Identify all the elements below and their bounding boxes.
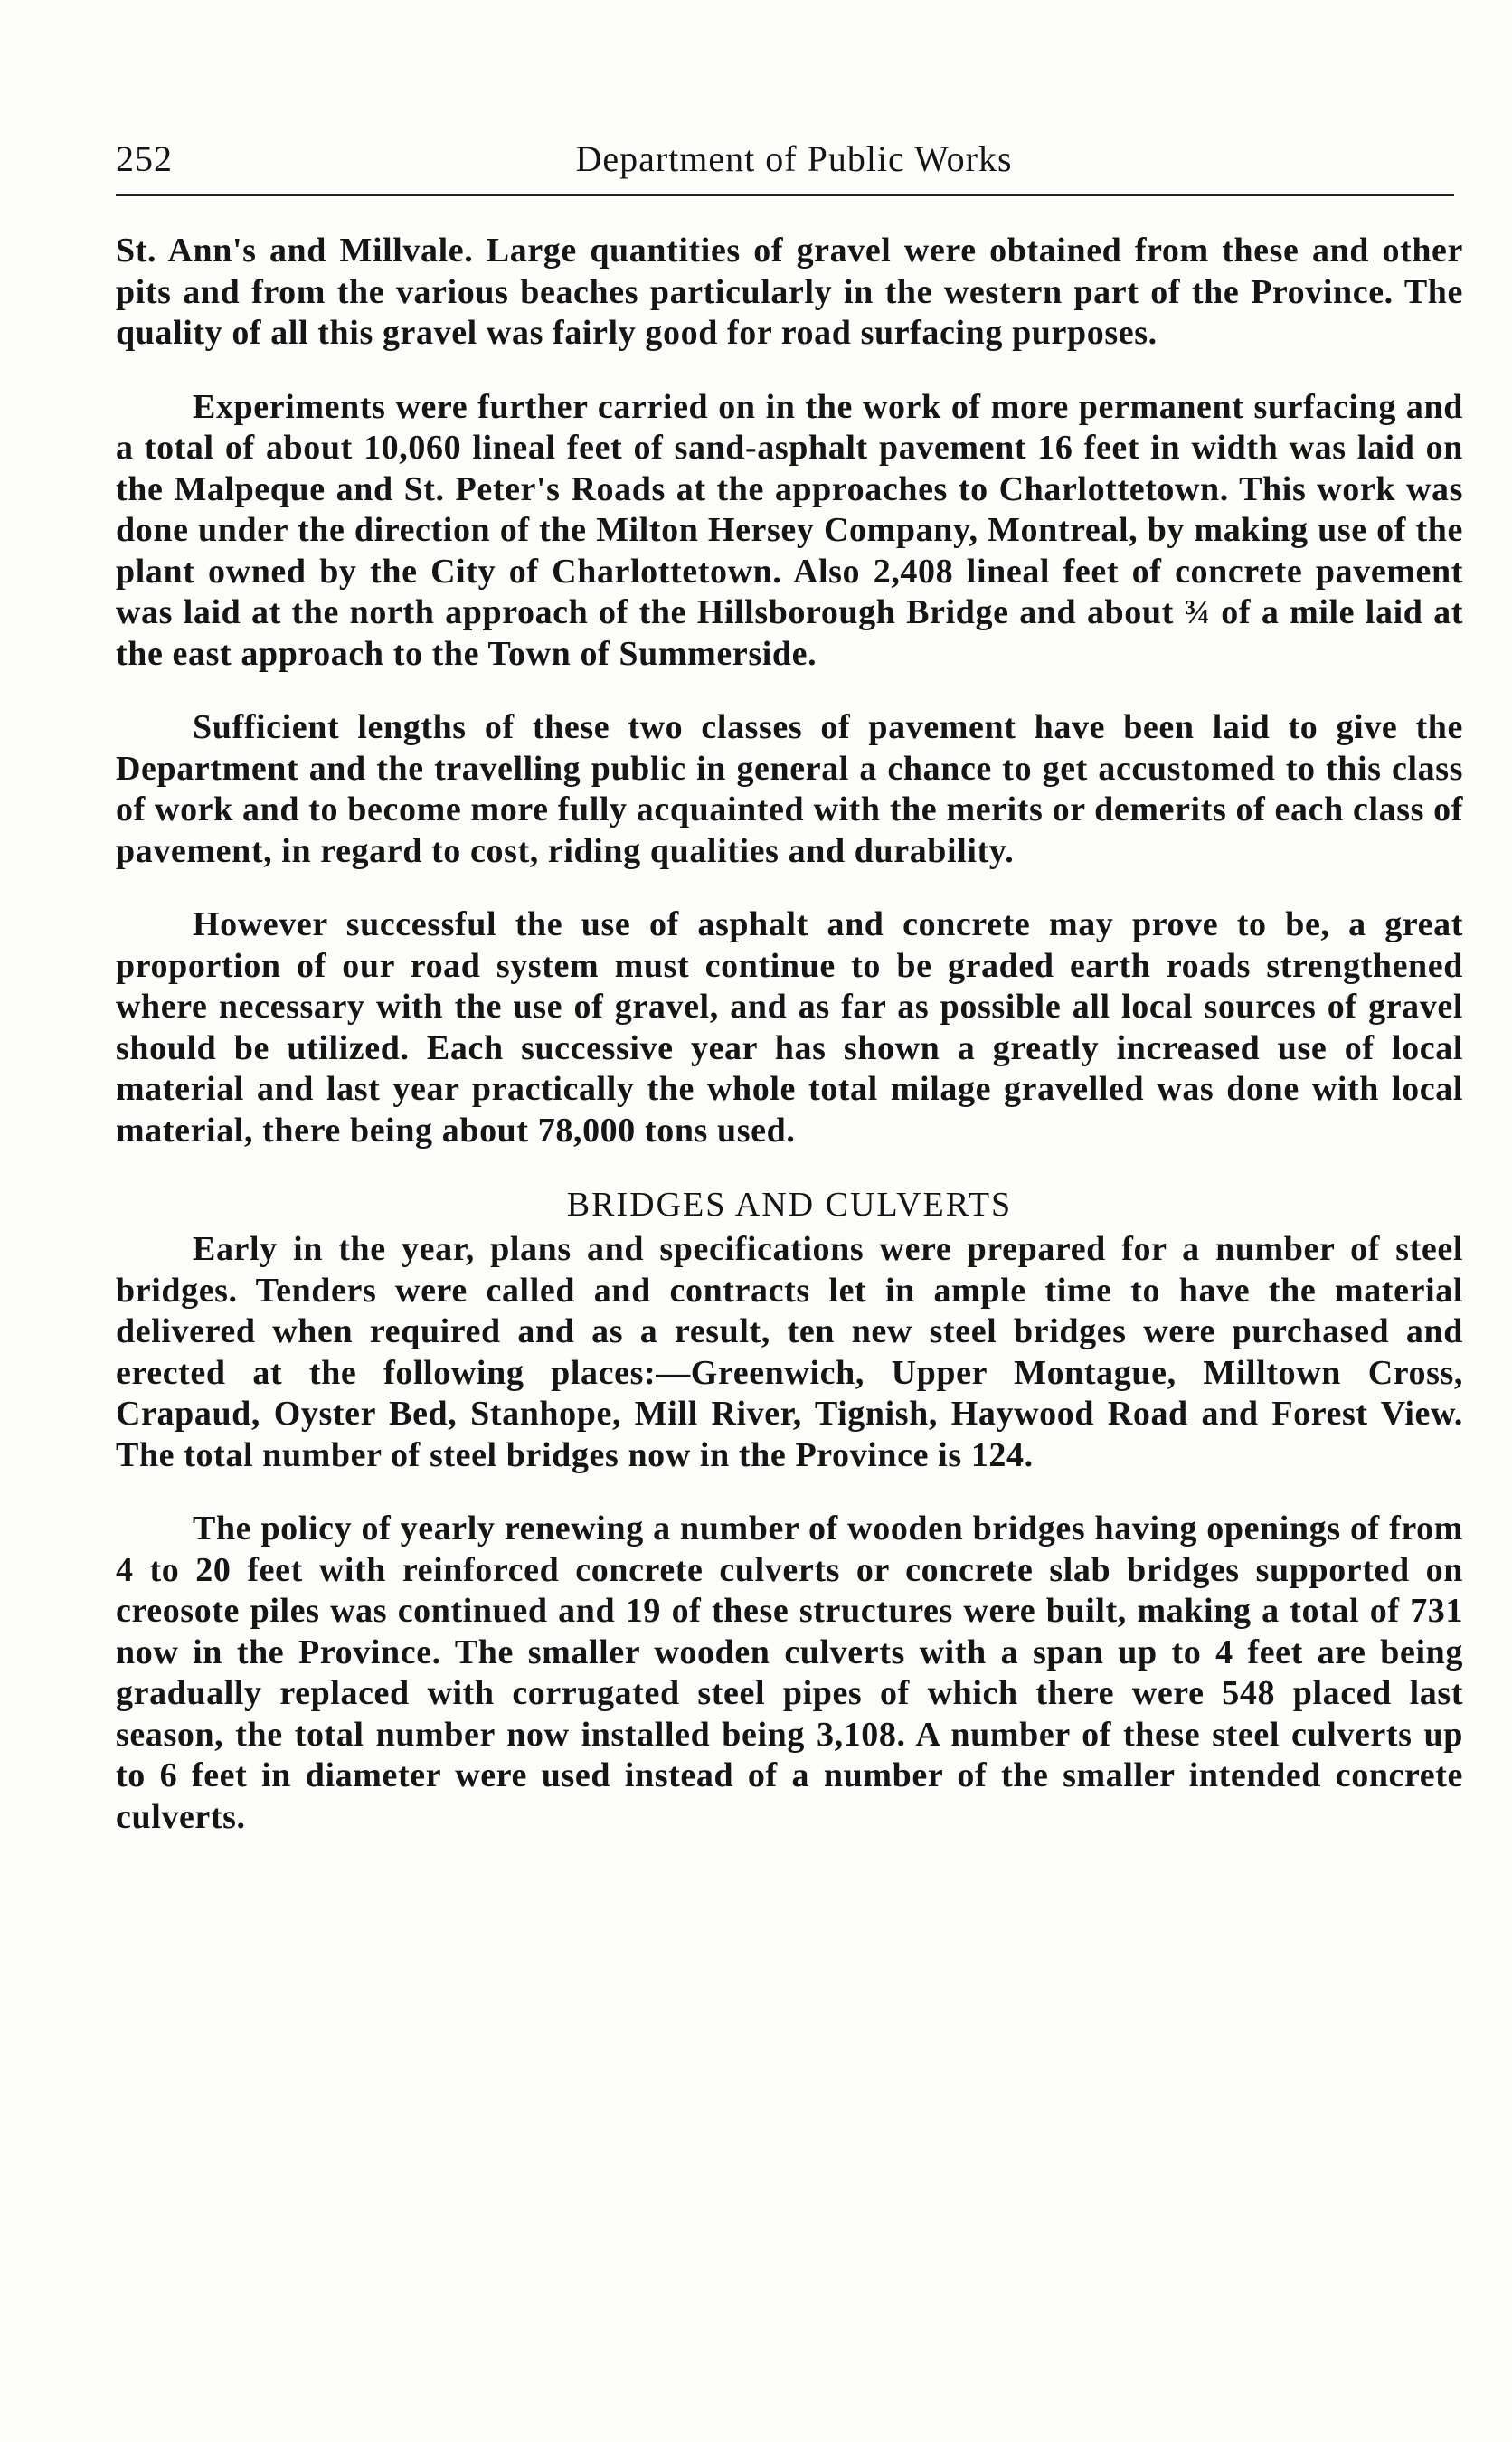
header-rule [116, 194, 1454, 196]
running-title: Department of Public Works [575, 138, 1013, 179]
paragraph: St. Ann's and Millvale. Large quantities of gravel were obtained from these and other pits and from the various beaches particularly in the western part of the Province. The quality of all this gravel was fairly good for road surfacing purposes. [116, 232, 1463, 352]
paragraph: Experiments were further carried on in the work of more permanent surfacing and a total of about 10,060 lineal feet of sand-asphalt pavement 16 feet in width was laid on the Malpeque and St. Peter's Roads at the approaches to Charlottetown. This work was done under the direction of the Milton Hersey Company, Montreal, by making use of the plant owned by the City of Charlottetown. Also 2,408 lineal feet of concrete pavement was laid at the north approach of the Hillsborough Bridge and about ¾ of a mile laid at the east approach to the Town of Summerside. [116, 387, 1463, 673]
paragraph: The policy of yearly renewing a number of wooden bridges having openings of from 4 to 20 feet with reinforced concrete culverts or concrete slab bridges supported on creosote piles was continued and 19 of these structures were built, making a total of 731 now in the Province. The smaller wooden culverts with a span up to 4 feet are being gradually replaced with corrugated steel pipes of which there were 548 placed last season, the total number now installed being 3,108. A number of these steel culverts up to 6 feet in diameter were used instead of a number of the smaller intended concrete culverts. [116, 1510, 1463, 1836]
section-heading: BRIDGES AND CULVERTS [566, 1186, 1013, 1224]
page-header [116, 137, 1454, 192]
paragraph: Sufficient lengths of these two classes of pavement have been laid to give the Department and the travelling public in general a chance to get accustomed to this class of work and to become more fully acquainted with the merits or demerits of each class of pavement, in regard to cost, riding qualities and durability. [116, 708, 1463, 870]
page-number: 252 [116, 138, 173, 179]
body-text [116, 231, 1463, 1870]
paragraph: However successful the use of asphalt and concrete may prove to be, a great proportion of our road system must continue to be graded earth roads strengthened where necessary with the use of gravel, and as far as possible all local sources of gravel should be utilized. Each successive year has shown a greatly increased use of local material and last year practically the whole total milage gravelled was done with local material, there being about 78,000 tons used. [116, 905, 1463, 1150]
paragraph: Early in the year, plans and specifications were prepared for a number of steel bridges. Tenders were called and contracts let in ample time to have the material delivered when required and as a result, ten new steel bridges were purchased and erected at the following places:—Greenwich, Upper Montague, Milltown Cross, Crapaud, Oyster Bed, Stanhope, Mill River, Tignish, Haywood Road and Forest View. The total number of steel bridges now in the Province is 124. [116, 1230, 1463, 1474]
